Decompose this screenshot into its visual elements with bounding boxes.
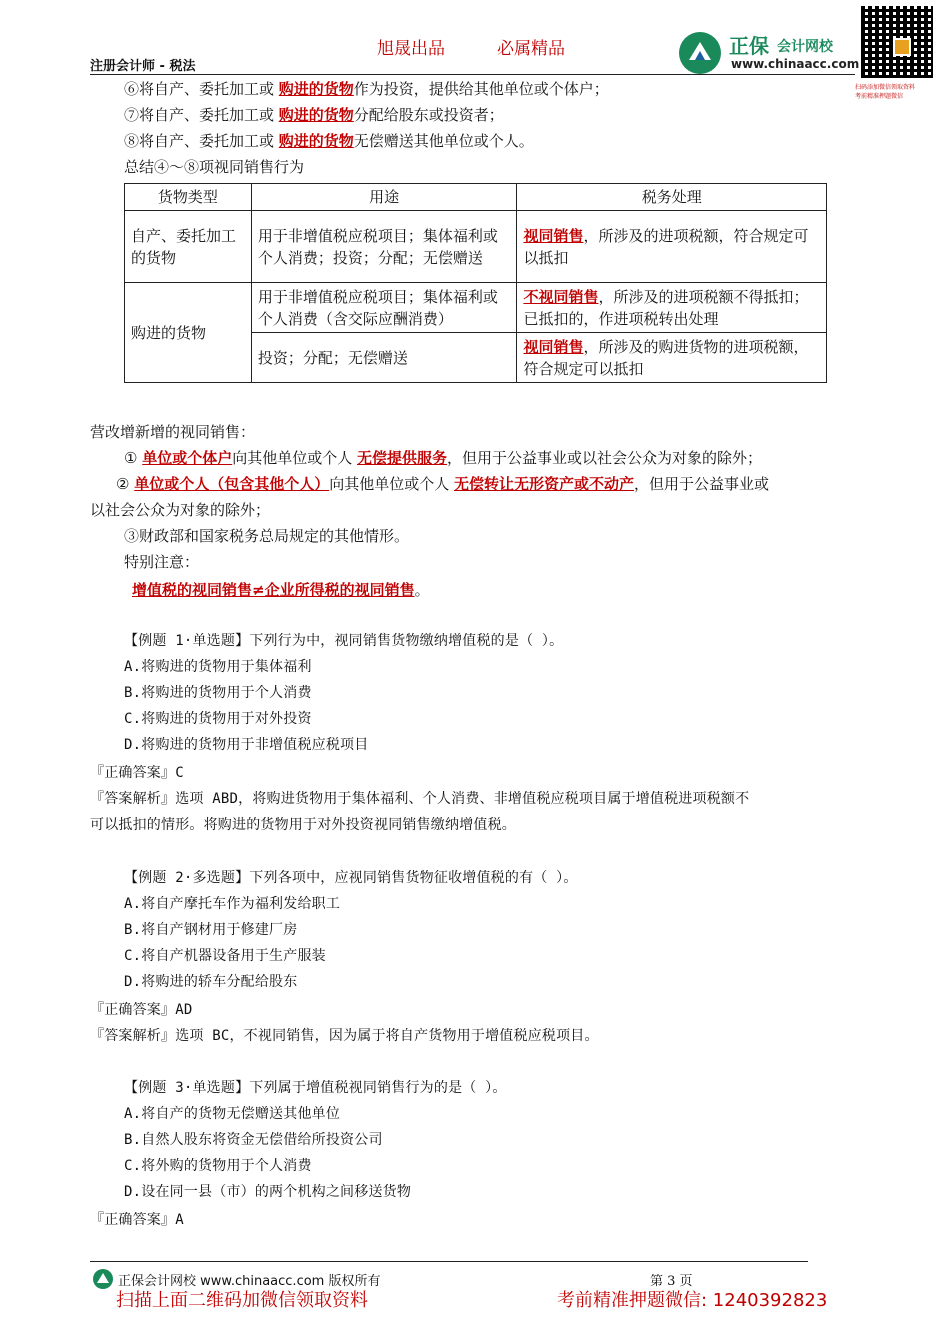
qr-caption-2: 考前精准押题微信 bbox=[855, 93, 904, 100]
ex1-option-d: D.将购进的货物用于非增值税应税项目 bbox=[124, 737, 369, 753]
ex1-explanation-1: 『答案解析』选项 ABD，将购进货物用于集体福利、个人消费、非增值税应税项目属于增值税进项税额不 bbox=[90, 791, 750, 807]
ex3-option-d: D.设在同一县（市）的两个机构之间移送货物 bbox=[124, 1184, 412, 1200]
table-cell: 自产、委托加工的货物 bbox=[125, 211, 252, 283]
table-row bbox=[125, 211, 827, 283]
logo-title: 正保 bbox=[729, 34, 769, 58]
footer-logo-icon bbox=[92, 1268, 114, 1290]
ex3-option-b: B.自然人股东将资金无偿借给所投资公司 bbox=[124, 1132, 383, 1148]
item-7: ⑦将自产、委托加工或 购进的货物分配给股东或投资者； bbox=[124, 106, 504, 124]
wechat-text: 考前精准押题微信: 1240392823 bbox=[557, 1290, 828, 1311]
scan-qr-text: 扫描上面二维码加微信领取资料 bbox=[116, 1290, 368, 1311]
header-divider bbox=[90, 74, 855, 75]
table-header: 税务处理 bbox=[517, 184, 827, 211]
table-cell: 视同销售，所涉及的购进货物的进项税额，符合规定可以抵扣 bbox=[517, 333, 827, 383]
logo-icon bbox=[677, 30, 723, 76]
logo-url: www.chinaacc.com bbox=[731, 57, 860, 71]
tax-table bbox=[124, 183, 827, 383]
slogan-left: 旭晟出品 bbox=[377, 39, 445, 59]
table-cell: 用于非增值税应税项目；集体福利或个人消费；投资；分配；无偿赠送 bbox=[251, 211, 517, 283]
ex2-question: 【例题 2·多选题】下列各项中，应视同销售货物征收增值税的有（ ）。 bbox=[124, 870, 578, 886]
ex1-answer: 『正确答案』C bbox=[90, 765, 184, 781]
ex1-option-b: B.将购进的货物用于个人消费 bbox=[124, 685, 312, 701]
ex1-question: 【例题 1·单选题】下列行为中，视同销售货物缴纳增值税的是（ ）。 bbox=[124, 633, 564, 649]
note-line: 增值税的视同销售≠企业所得税的视同销售。 bbox=[132, 581, 430, 599]
ex2-option-a: A.将自产摩托车作为福利发给职工 bbox=[124, 896, 341, 912]
table-cell: 视同销售，所涉及的进项税额，符合规定可以抵扣 bbox=[517, 211, 827, 283]
ex2-option-c: C.将自产机器设备用于生产服装 bbox=[124, 948, 326, 964]
ex3-question: 【例题 3·单选题】下列属于增值税视同销售行为的是（ ）。 bbox=[124, 1080, 507, 1096]
page-number: 第 3 页 bbox=[650, 1274, 693, 1289]
table-header: 用途 bbox=[251, 184, 517, 211]
course-title: 注册会计师 - 税法 bbox=[90, 59, 196, 74]
yinggai-p2-cont: 以社会公众为对象的除外； bbox=[90, 501, 271, 519]
ex2-option-d: D.将购进的轿车分配给股东 bbox=[124, 974, 298, 990]
yinggai-p3: ③财政部和国家税务总局规定的其他情形。 bbox=[124, 527, 410, 545]
slogan-right: 必属精品 bbox=[497, 39, 565, 59]
item-8: ⑧将自产、委托加工或 购进的货物无偿赠送其他单位或个人。 bbox=[124, 132, 534, 150]
ex3-option-c: C.将外购的货物用于个人消费 bbox=[124, 1158, 312, 1174]
ex1-option-a: A.将购进的货物用于集体福利 bbox=[124, 659, 312, 675]
ex3-option-a: A.将自产的货物无偿赠送其他单位 bbox=[124, 1106, 341, 1122]
yinggai-p1: ① 单位或个体户向其他单位或个人 无偿提供服务，但用于公益事业或以社会公众为对象的除外； bbox=[124, 449, 763, 467]
ex1-option-c: C.将购进的货物用于对外投资 bbox=[124, 711, 312, 727]
table-cell: 不视同销售，所涉及的进项税额不得抵扣；已抵扣的，作进项税转出处理 bbox=[517, 283, 827, 333]
table-header-row bbox=[125, 184, 827, 211]
footer-brand: 正保会计网校 www.chinaacc.com 版权所有 bbox=[118, 1274, 381, 1289]
table-cell: 用于非增值税应税项目；集体福利或个人消费（含交际应酬消费） bbox=[251, 283, 517, 333]
item-6: ⑥将自产、委托加工或 购进的货物作为投资，提供给其他单位或个体户； bbox=[124, 80, 609, 98]
yinggai-p2: ② 单位或个人（包含其他个人）向其他单位或个人 无偿转让无形资产或不动产，但用于公益事业或 bbox=[116, 475, 770, 493]
table-cell: 购进的货物 bbox=[125, 283, 252, 383]
table-cell: 投资；分配；无偿赠送 bbox=[251, 333, 517, 383]
logo-subtitle: 会计网校 bbox=[777, 39, 833, 55]
ex1-explanation-2: 可以抵扣的情形。将购进的货物用于对外投资视同销售缴纳增值税。 bbox=[90, 817, 516, 833]
yinggai-title: 营改增新增的视同销售： bbox=[90, 423, 256, 441]
qr-caption-1: 扫码添加微信领取资料 bbox=[855, 84, 916, 91]
footer-divider bbox=[90, 1261, 808, 1262]
note-title: 特别注意： bbox=[124, 553, 200, 571]
ex2-option-b: B.将自产钢材用于修建厂房 bbox=[124, 922, 298, 938]
table-header: 货物类型 bbox=[125, 184, 252, 211]
qr-center-icon bbox=[893, 38, 911, 56]
summary-line: 总结④～⑧项视同销售行为 bbox=[124, 158, 305, 176]
table-row bbox=[125, 283, 827, 333]
ex2-explanation: 『答案解析』选项 BC，不视同销售，因为属于将自产货物用于增值税应税项目。 bbox=[90, 1028, 599, 1044]
ex3-answer: 『正确答案』A bbox=[90, 1212, 184, 1228]
ex2-answer: 『正确答案』AD bbox=[90, 1002, 193, 1018]
logo bbox=[677, 30, 860, 76]
